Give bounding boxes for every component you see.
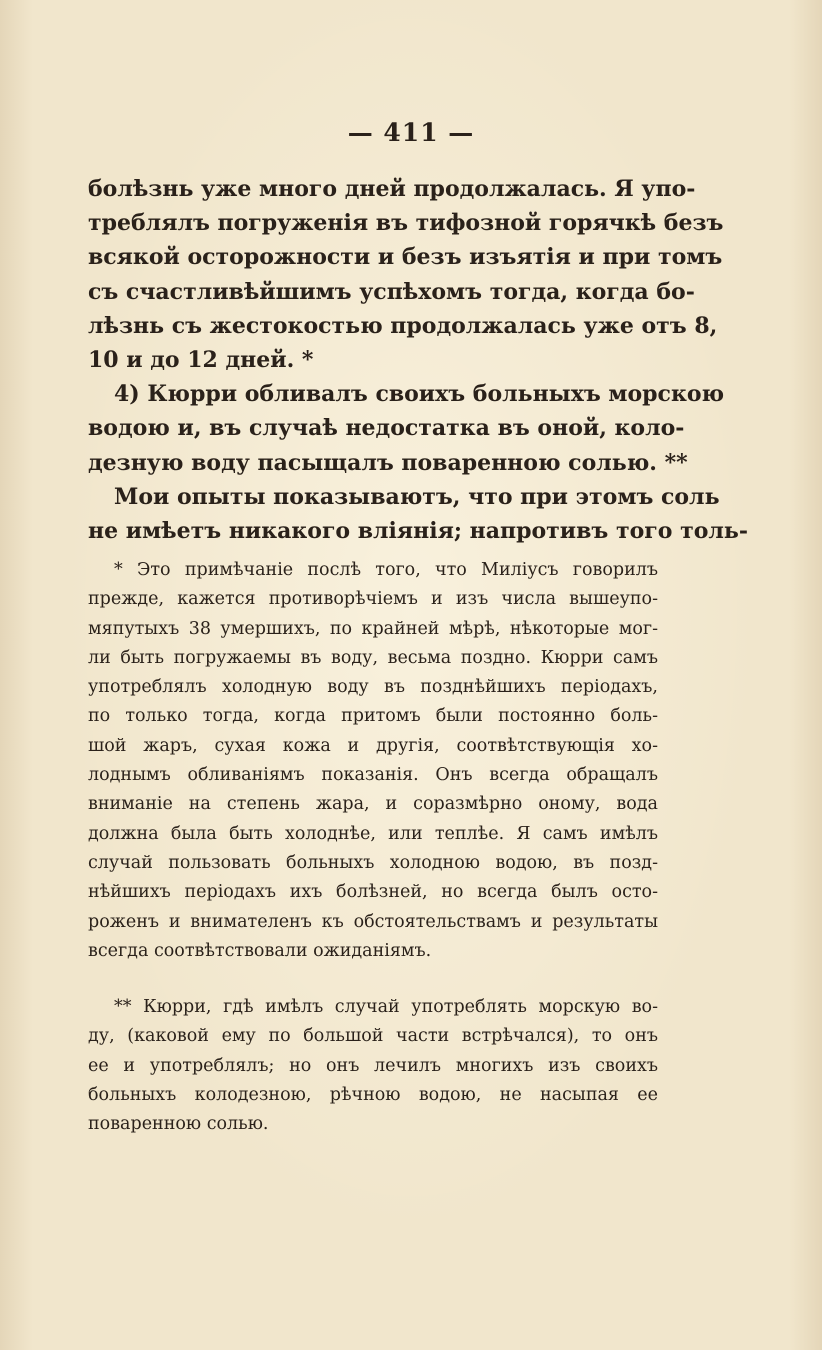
footnote-line: вниманіе на степень жара, и соразмѣрно оному, вода (88, 794, 658, 815)
text-line: Мои опыты показываютъ, что при этомъ соль (114, 483, 720, 510)
footnote-line: ее и употреблялъ; но онъ лечилъ многихъ изъ своихъ (88, 1055, 658, 1076)
footnote-line: шой жаръ, сухая кожа и другія, соотвѣтствующія хо- (88, 735, 658, 756)
text-line: 10 и до 12 дней. * (88, 347, 314, 374)
footnote-line: должна была быть холоднѣе, или теплѣе. Я самъ имѣлъ (88, 823, 658, 844)
text-line: не имѣетъ никакого вліянія; напротивъ того толь- (88, 518, 748, 545)
footnote-line: ** Кюрри, гдѣ имѣлъ случай употреблять морскую во- (114, 997, 658, 1017)
main-text (88, 172, 748, 548)
footnote-line: нѣйшихъ періодахъ ихъ болѣзней, но всегда былъ осто- (88, 882, 658, 903)
footnote-line: лоднымъ обливаніямъ показанія. Онъ всегда обращалъ (88, 765, 658, 786)
text-line: съ счастливѣйшимъ успѣхомъ тогда, когда бо- (88, 278, 695, 305)
footnote-line: ду, (каковой ему по большой части встрѣчался), то онъ (88, 1026, 658, 1047)
footnote-line: прежде, кажется противорѣчіемъ и изъ числа вышеупо- (88, 589, 658, 610)
text-line: лѣзнь съ жестокостью продолжалась уже отъ 8, (88, 312, 718, 339)
footnote-1 (88, 556, 658, 966)
text-line: 4) Кюрри обливалъ своихъ больныхъ морскою (114, 381, 725, 408)
text-line: болѣзнь уже много дней продолжалась. Я упо- (88, 176, 696, 202)
footnote-line: ли быть погружаемы въ воду, весьма поздно. Кюрри самъ (88, 647, 658, 668)
text-line: водою и, въ случаѣ недостатка въ оной, коло- (88, 415, 685, 442)
page-number: — 411 — (347, 118, 475, 147)
text-line: всякой осторожности и безъ изъятія и при томъ (88, 244, 723, 271)
footnote-line: случай пользовать больныхъ холодною водою, въ позд- (88, 852, 658, 873)
footnote-line: * Это примѣчаніе послѣ того, что Миліусъ говорилъ (114, 560, 658, 580)
footnote-line: употреблялъ холодную воду въ позднѣйшихъ періодахъ, (88, 677, 658, 698)
footnote-line: по только тогда, когда притомъ были постоянно боль- (88, 706, 658, 727)
footnote-line: мяпутыхъ 38 умершихъ, по крайней мѣрѣ, нѣкоторые мог- (88, 618, 658, 639)
footnote-line: больныхъ колодезною, рѣчною водою, не насыпая ее (88, 1084, 658, 1105)
footnote-line: поваренною солью. (88, 1114, 269, 1135)
footnote-line: роженъ и внимателенъ къ обстоятельствамъ и результаты (88, 911, 658, 932)
footnote-2 (88, 993, 658, 1139)
text-line: треблялъ погруженія въ тифозной горячкѣ безъ (88, 210, 724, 237)
text-line: дезную воду пасыщалъ поваренною солью. ** (88, 449, 688, 476)
footnote-line: всегда соотвѣтствовали ожиданіямъ. (88, 940, 432, 961)
